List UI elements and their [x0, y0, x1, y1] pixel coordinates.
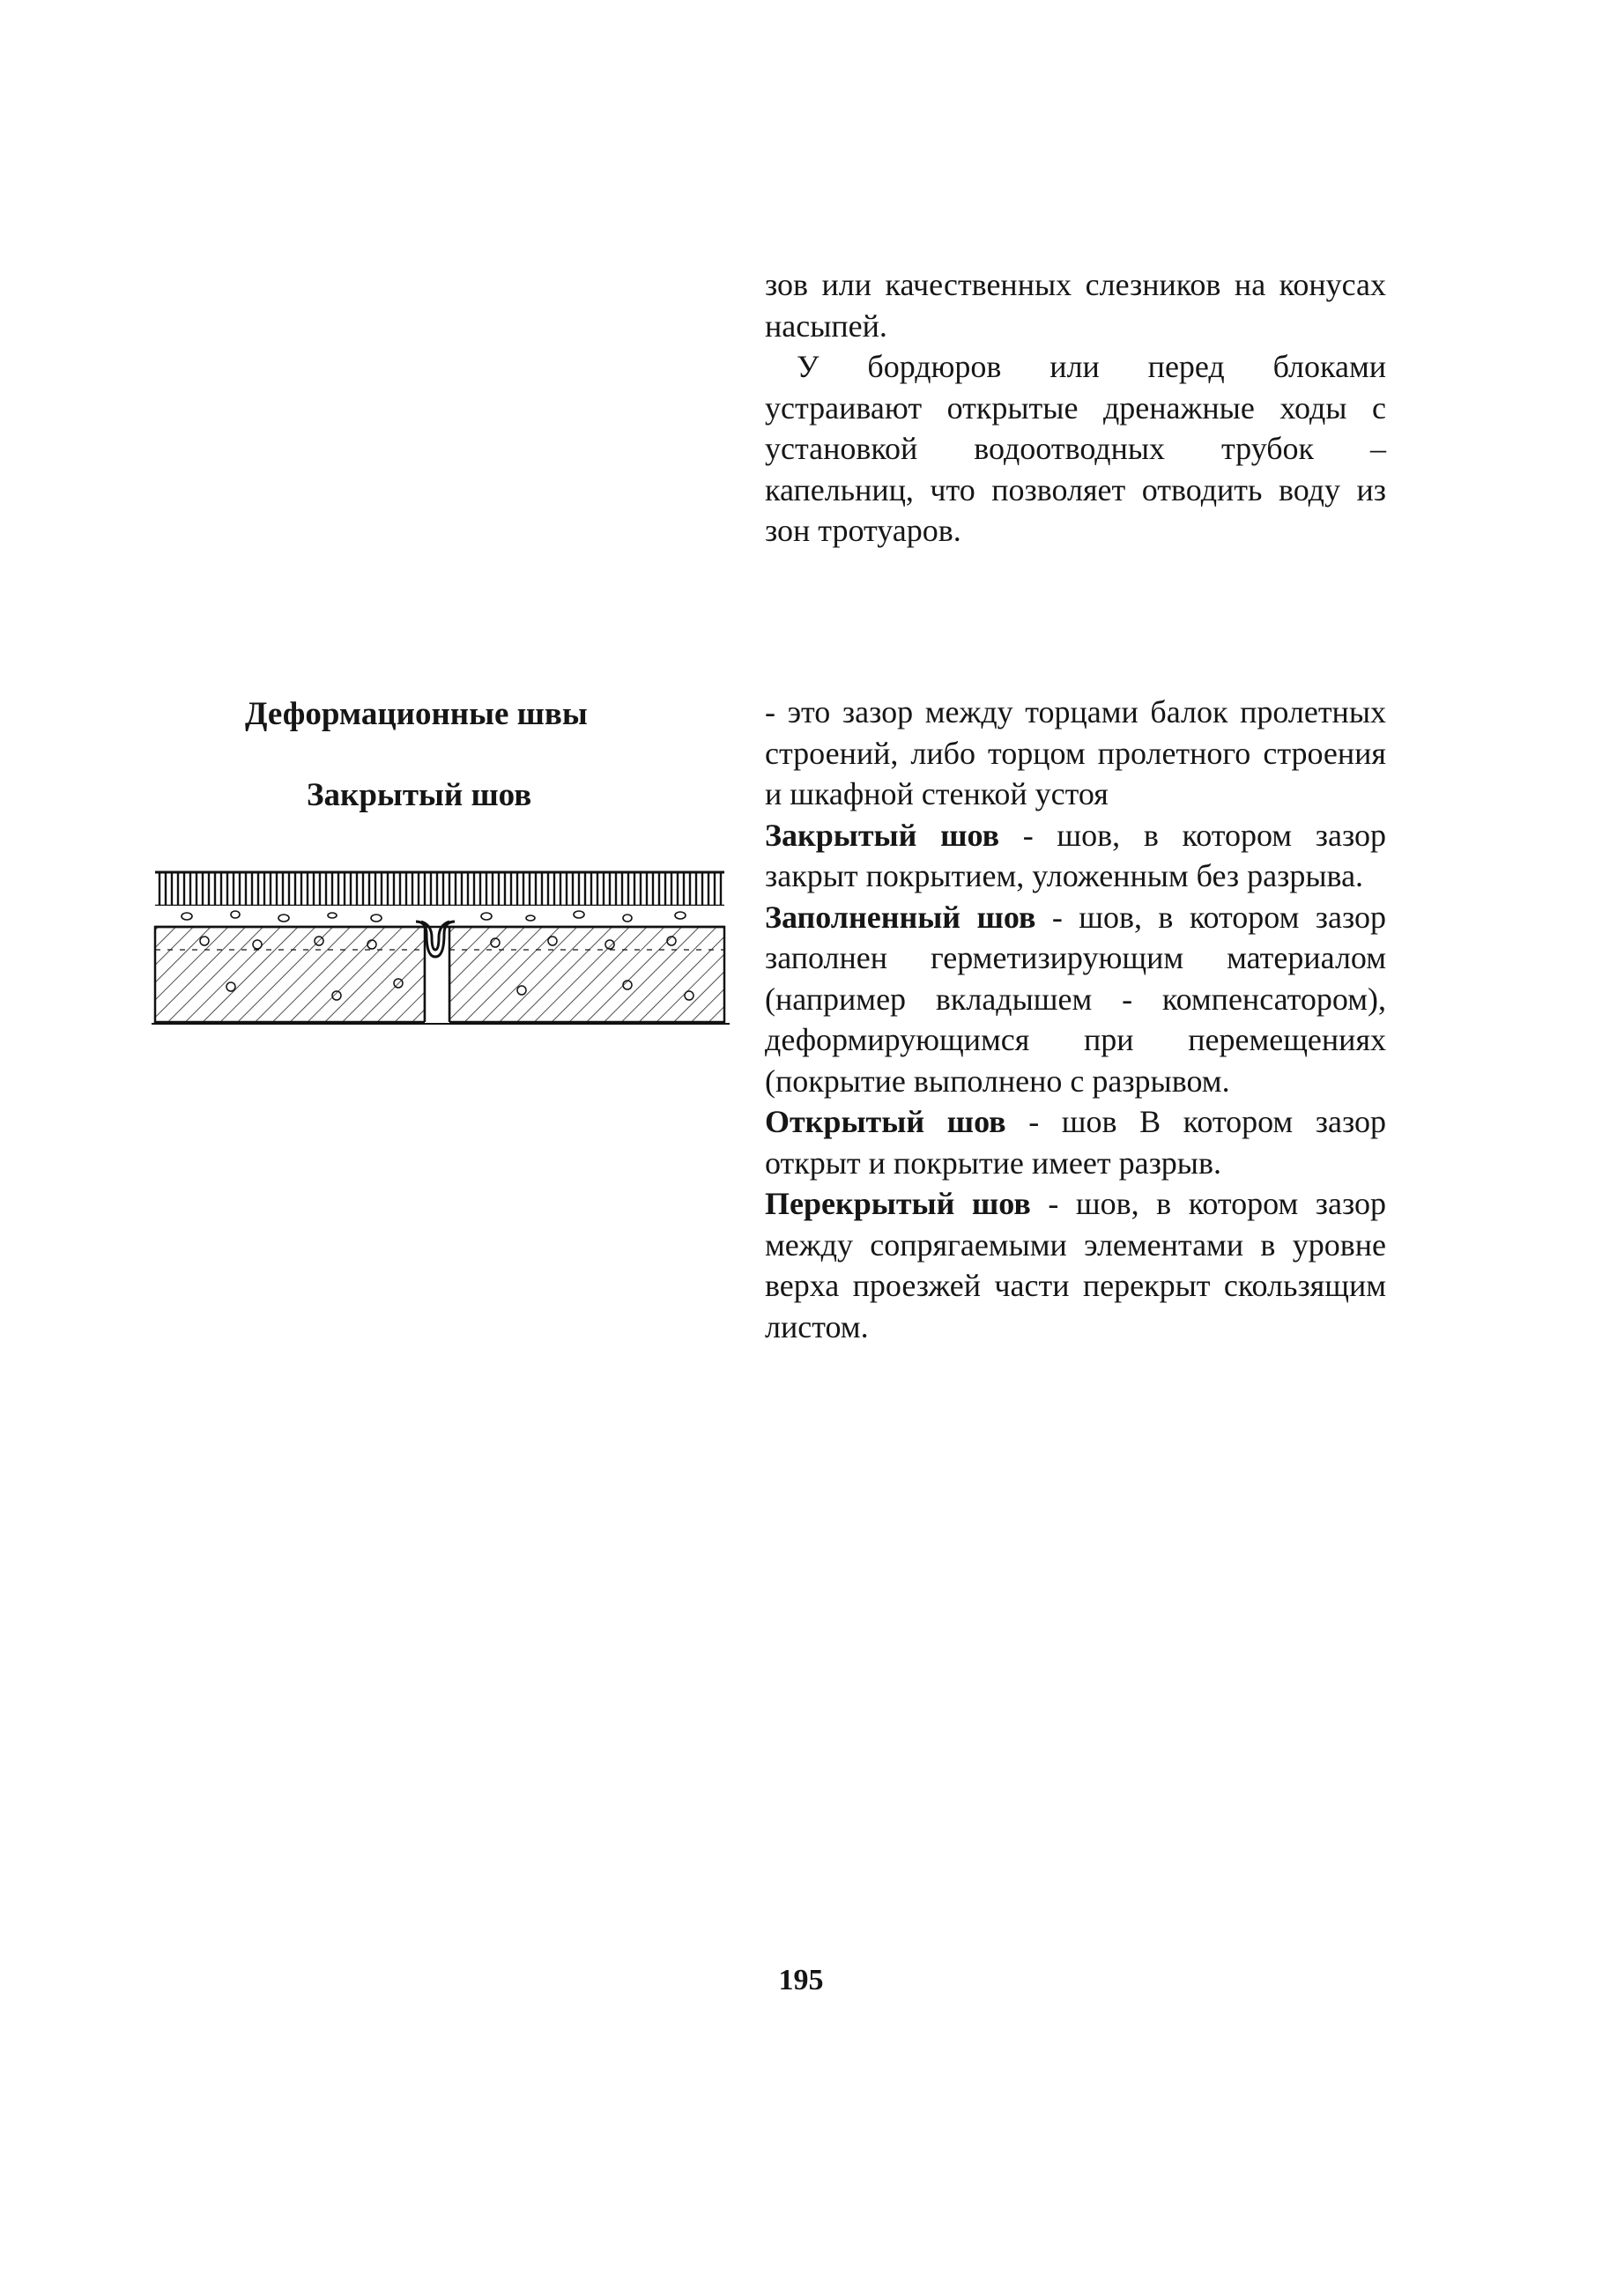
definition-open-joint [765, 1101, 1386, 1183]
definition-intro: - это зазор между торцами балок пролетных строений, либо торцом пролетного строения и шкафной стенкой устоя [765, 694, 1386, 811]
term-open-joint: Открытый шов [765, 1104, 1006, 1139]
joint-gap [425, 960, 449, 1024]
text-closed-joint: - шов, в котором зазор закрыт покрытием, уложенным без разрыва. [765, 817, 1386, 893]
definition-closed-joint [765, 815, 1386, 897]
section-heading-deformation-joints: Деформационные швы [245, 696, 588, 732]
right-span-concrete [449, 927, 724, 1022]
definitions-block [765, 692, 1386, 1347]
term-closed-joint: Закрытый шов [765, 817, 1000, 853]
definition-covered-joint [765, 1183, 1386, 1347]
subheading-closed-joint: Закрытый шов [307, 777, 532, 813]
waterproofing-layer [155, 906, 724, 927]
text-filled-joint: - шов, в котором зазор заполнен герметизирующим материалом (например вкладышем - компенсатором), деформирующимся при перемещениях (покрытие выполнено с разрывом. [765, 899, 1386, 1099]
top-text-block [765, 264, 1386, 552]
text-open-joint: - шов В котором зазор открыт и покрытие имеет разрыв. [765, 1104, 1387, 1181]
definition-filled-joint [765, 897, 1386, 1102]
paragraph-drainage: У бордюров или перед блоками устраивают открытые дренажные ходы с установкой водоотводных трубок – капельниц, что позволяет отводить воду из зон тротуаров. [765, 349, 1386, 548]
left-span-concrete [155, 927, 425, 1022]
term-filled-joint: Заполненный шов [765, 899, 1036, 935]
pavement-layer [155, 872, 724, 906]
closed-joint-diagram [152, 863, 730, 1031]
paragraph-continuation: зов или качественных слезников на конусах насыпей. [765, 267, 1386, 344]
text-covered-joint: - шов, в котором зазор между сопрягаемыми элементами в уровне верха проезжей части перекрыт скользящим листом. [765, 1186, 1386, 1344]
term-covered-joint: Перекрытый шов [765, 1186, 1031, 1221]
page-number: 195 [778, 1964, 824, 1996]
